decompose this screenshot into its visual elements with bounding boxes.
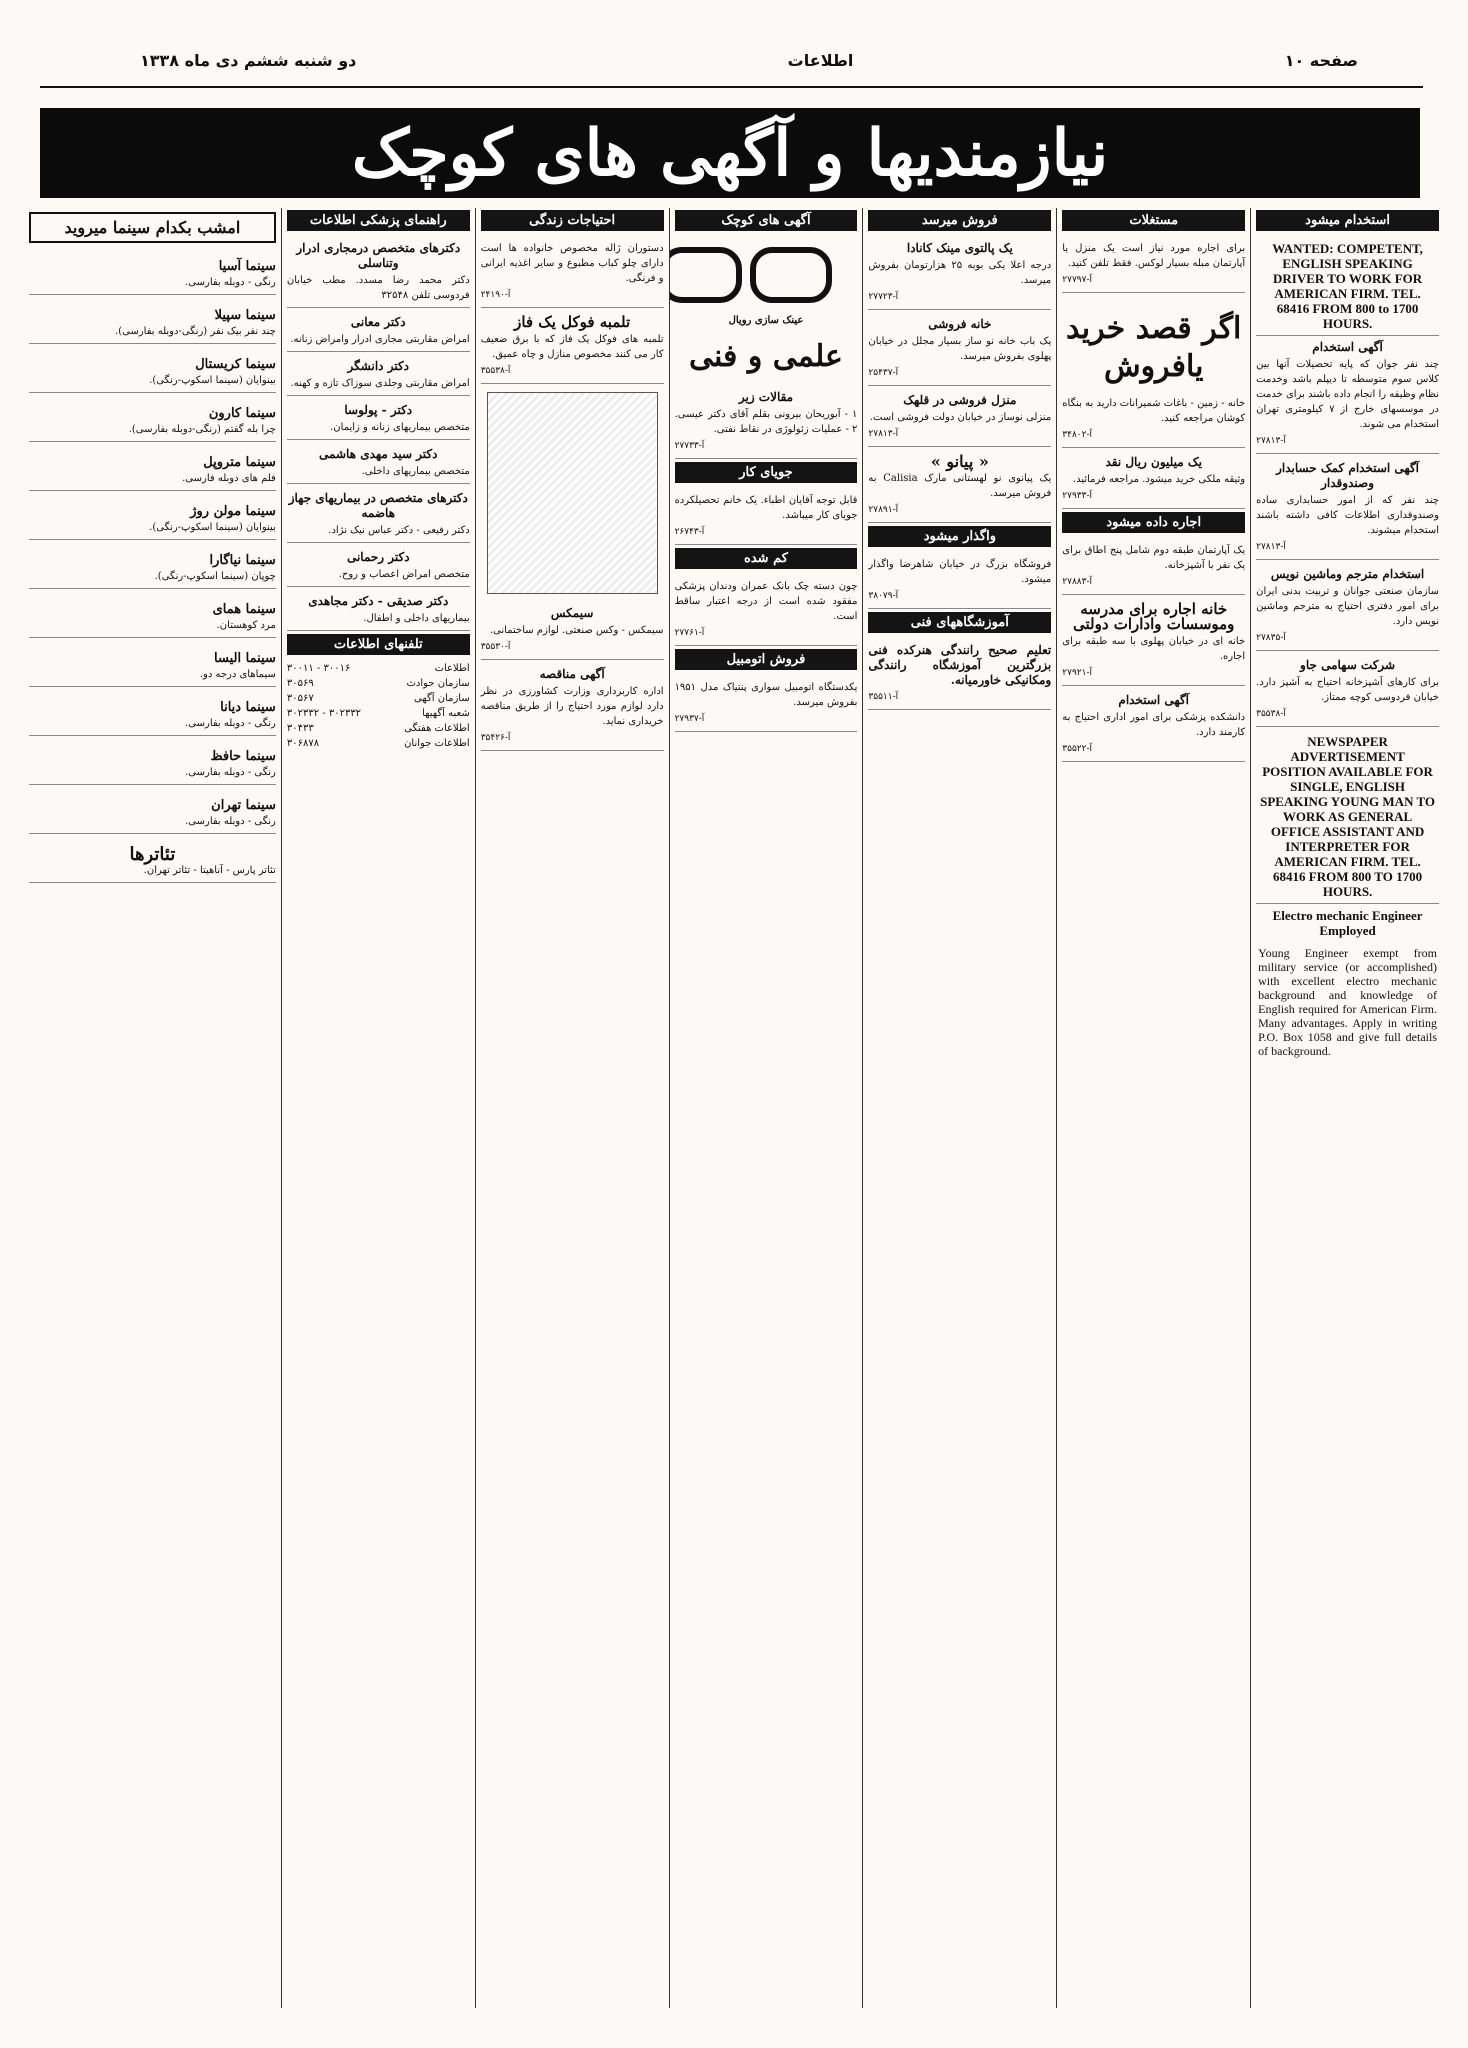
ad-title: آگهی مناقصه	[539, 667, 605, 681]
ad-title: آگهی استخدام	[1312, 340, 1383, 354]
cinema-listing	[29, 543, 276, 589]
phone-label: اطلاعات	[434, 663, 470, 674]
ad-headline: اگر قصد خرید یافروش	[1066, 311, 1242, 384]
ad-code: آ-۳۵۵۲۲	[1062, 744, 1092, 754]
cinema-program: مرد کوهستان.	[216, 620, 276, 631]
lens-shape	[750, 247, 832, 303]
doctor-listing	[287, 590, 470, 631]
cinema-program: چوپان (سینما اسکوپ-رنگی).	[154, 571, 276, 582]
classified-ad	[1062, 451, 1245, 509]
classified-ad	[1062, 689, 1245, 762]
column-employment	[1250, 208, 1444, 2008]
column-real-estate	[1056, 208, 1250, 2008]
ad-text: منزلی نوساز در خیابان دولت فروشی است.	[869, 412, 1052, 423]
classified-ad	[675, 386, 858, 459]
column-medical-guide	[281, 208, 475, 2008]
classified-ad	[1256, 563, 1439, 651]
ad-title: دکتر سید مهدی هاشمی	[319, 447, 438, 461]
doctor-listing	[287, 399, 470, 440]
cinema-listing	[29, 788, 276, 834]
advertisement-illustration	[487, 392, 658, 594]
ad-text: متخصص امراض اعصاب و روح.	[338, 569, 470, 580]
phones-heading: تلفنهای اطلاعات	[287, 634, 470, 655]
ad-text: متخصص بیماریهای زنانه و زایمان.	[330, 422, 470, 433]
ad-code: آ-۲۵۴۳۷	[868, 368, 899, 378]
cinema-listing	[29, 837, 276, 883]
doctor-listing	[287, 311, 470, 352]
classified-ad	[481, 602, 664, 660]
classified-ad	[1062, 539, 1245, 595]
cinema-name: سینما متروپل	[203, 455, 276, 470]
phone-number: ۳۰۲۳۳۲ - ۳۰۲۳۳۲	[286, 708, 362, 719]
classified-ad	[1062, 296, 1245, 448]
ad-text: وثیقه ملکی خرید میشود. مراجعه فرمائید.	[1072, 474, 1246, 485]
classified-ad	[868, 553, 1051, 609]
ad-code: آ-۳۸۰۷۹	[868, 591, 899, 601]
ad-code: آ-۲۷۷۶۱	[674, 628, 705, 638]
columns	[24, 208, 1444, 2008]
ad-text: دکتر رفیعی - دکتر عباس نیک نژاد.	[328, 525, 470, 536]
phone-label: اطلاعات هفتگی	[404, 723, 470, 734]
phone-number: ۳۰۶۸۷۸	[286, 738, 320, 749]
phone-number: ۳۰۴۳۳	[286, 723, 314, 734]
cinema-listing	[29, 249, 276, 295]
doctor-listing	[287, 546, 470, 587]
ad-text: سیمکس - وکس صنعتی. لوازم ساختمانی.	[489, 625, 664, 636]
classified-ad	[481, 663, 664, 751]
paper-name: اطلاعات	[787, 50, 854, 70]
optician-caption: عینک سازی رویال	[728, 315, 804, 326]
ad-title: دکتر - پولوسا	[344, 403, 413, 417]
ad-title: دکترهای متخصص درمجاری ادرار وتناسلی	[296, 241, 461, 270]
ad-code: آ-۲۷۸۸۳	[1062, 577, 1092, 587]
ad-text: خانه ای در خیابان پهلوی با سه طبقه برای اجاره.	[1062, 636, 1246, 662]
classified-ad	[868, 313, 1051, 386]
ad-code: آ-۳۵۵۱۱	[868, 692, 899, 702]
section-banner: نیازمندیها و آگهی های کوچک	[40, 108, 1420, 198]
classified-ad	[1256, 457, 1439, 560]
cinema-listing	[29, 494, 276, 540]
ad-code: آ-۳۴۸۰۲	[1062, 430, 1092, 440]
english-ad: Young Engineer exempt from military service (or accomplished) with excellent electro mechanic background and knowledge of English required for American Firm. Many advantages. Apply in writing P.O. Box 1058 and give full details of background.	[1258, 946, 1437, 1058]
cinema-program: تئاتر پارس - آناهیتا - تئاتر تهران.	[143, 865, 276, 876]
column-cinemas	[24, 208, 281, 2008]
ad-code: آ-۲۷۹۳۳	[1062, 491, 1092, 501]
cinema-name: سینما مولن روژ	[190, 504, 276, 519]
ad-code: آ-۲۷۹۲۱	[1062, 668, 1092, 678]
classified-ad	[1062, 237, 1245, 293]
column-heading: فروش میرسد	[868, 210, 1051, 231]
ad-code: آ-۲۷۷۲۳	[868, 292, 899, 302]
ad-text: فروشگاه بزرگ در خیابان شاهرضا واگذار میشود.	[868, 559, 1052, 585]
ad-text: تعلیم صحیح رانندگی هنرکده فنی بزرگترین آموزشگاه رانندگی ومکانیکی خاورمیانه.	[868, 643, 1052, 687]
cinema-listing	[29, 445, 276, 491]
phone-row	[287, 661, 470, 676]
ad-text: خانه - زمین - باغات شمیرانات دارید به بنگاه کوشان مراجعه کنید.	[1062, 398, 1246, 424]
phone-label: اطلاعات جوانان	[404, 738, 470, 749]
ad-code: آ-۲۷۸۹۱	[868, 505, 899, 515]
ad-code: آ-۲۷۷۹۷	[1062, 275, 1092, 285]
ad-code: آ-۲۷۸۳۵	[1256, 633, 1286, 643]
classified-ad	[1256, 654, 1439, 727]
phone-row	[287, 691, 470, 706]
cinema-listing	[29, 641, 276, 687]
phone-number: ۳۰۵۶۷	[286, 693, 314, 704]
cinema-program: بینوایان (سینما اسکوپ-رنگی).	[149, 375, 276, 386]
ad-code: آ-۳۵۴۲۶	[480, 733, 511, 743]
eyeglasses-illustration	[685, 237, 848, 307]
column-heading: مستغلات	[1062, 210, 1245, 231]
ad-title: خانه فروشی	[928, 317, 992, 331]
ad-text: برای اجاره مورد نیاز است یک منزل یا آپارتمان مبله بسیار لوکس. فقط تلفن کنید.	[1062, 243, 1246, 269]
ad-headline: علمی و فنی	[689, 339, 843, 374]
classified-ad	[868, 237, 1051, 310]
doctor-listing	[287, 237, 470, 308]
doctor-listing	[287, 355, 470, 396]
phone-row	[287, 676, 470, 691]
issue-date: دو شنبه ششم دی ماه ۱۳۳۸	[140, 50, 357, 70]
classified-ad	[675, 575, 858, 646]
cinema-listing	[29, 739, 276, 785]
cinema-program: رنگی - دوبله بفارسی.	[185, 718, 276, 729]
classified-ad	[868, 389, 1051, 447]
cinema-program: رنگی - دوبله بفارسی.	[185, 277, 276, 288]
ad-code: آ-۲۷۸۱۳	[1256, 436, 1286, 446]
phone-number: ۳۰۵۶۹	[286, 678, 314, 689]
ad-text: تلمبه های فوکل یک فاز که با برق ضعیف کار می کنند مخصوص منازل و چاه عمیق.	[480, 334, 664, 360]
ad-code: آ-۳۵۵۳۸	[480, 366, 511, 376]
ad-text: یک آپارتمان طبقه دوم شامل پنج اطاق برای یک نفر با آشپزخانه.	[1062, 545, 1246, 571]
ad-code: آ-۳۵۵۳۸	[1256, 709, 1286, 719]
cinema-name: سینما کارون	[208, 406, 276, 421]
cinema-name: سینما نیاگارا	[209, 553, 276, 568]
column-heading: امشب بکدام سینما میروید	[29, 212, 276, 243]
ad-text: امراض مقاربتی مجاری ادرار وامراض زنانه.	[290, 334, 470, 345]
cinema-listing	[29, 347, 276, 393]
classified-ad	[868, 639, 1051, 710]
ad-title: دکتر صدیقی - دکتر مجاهدی	[308, 594, 449, 608]
ad-text: متخصص بیماریهای داخلی.	[361, 466, 470, 477]
ad-code: آ-۲۷۸۱۳	[1256, 542, 1286, 552]
section-heading: فروش اتومبیل	[675, 649, 858, 670]
ad-title: یک میلیون ریال نقد	[1105, 455, 1202, 469]
cinema-name: سینما حافظ	[210, 749, 276, 764]
doctor-listing	[287, 443, 470, 484]
ad-text: چون دسته چک بانک عمران ودندان پزشکی مفقود شده است از درجه اعتبار ساقط است.	[674, 581, 858, 622]
ad-text: درجه اعلا یکی بوبه ۲۵ هزارتومان بفروش میرسد.	[868, 260, 1052, 286]
cinema-program: رنگی - دوبله بفارسی.	[185, 816, 276, 827]
ad-text: بیماریهای داخلی و اطفال.	[363, 613, 470, 624]
phone-row	[287, 721, 470, 736]
ad-text: امراض مقاربتی وجلدی سوزاک تازه و کهنه.	[290, 378, 470, 389]
cinema-program: رنگی - دوبله بفارسی.	[185, 767, 276, 778]
ad-code: آ-۲۷۷۳۳	[674, 441, 705, 451]
column-small-ads	[669, 208, 863, 2008]
ad-text: یکدستگاه اتومبیل سواری پنتیاک مدل ۱۹۵۱ بفروش میرسد.	[674, 682, 858, 708]
ad-code: آ-۲۶۷۴۳	[674, 527, 705, 537]
phone-number: ۳۰۰۱۶ - ۳۰۰۱۱	[286, 663, 351, 674]
english-ad: NEWSPAPER ADVERTISEMENT POSITION AVAILABLE FOR SINGLE, ENGLISH SPEAKING YOUNG MAN TO WORK AS GENERAL OFFICE ASSISTANT AND INTERPRETER FOR AMERICAN FIRM. TEL. 68416 FROM 800 TO 1700 HOURS.	[1256, 730, 1439, 904]
ad-title: سیمکس	[550, 606, 594, 620]
column-heading: احتیاجات زندگی	[481, 210, 664, 231]
ad-title: « پیانو »	[930, 452, 989, 471]
ad-text: دستوران ژاله مخصوص خانواده ها است دارای چلو کباب مطبوع و سایر اغذیه ایرانی و فرنگی.	[480, 243, 664, 284]
top-rule	[40, 86, 1423, 88]
section-heading: اجاره داده میشود	[1062, 512, 1245, 533]
ad-title: دکترهای متخصص در بیماریهای جهاز هاضمه	[288, 491, 468, 520]
phone-row	[287, 736, 470, 751]
ad-title: آگهی استخدام کمک حسابدار وصندوقدار	[1276, 461, 1419, 490]
ad-text: یک باب خانه نو ساز بسیار مجلل در خیابان پهلوی بفروش میرسد.	[868, 336, 1052, 362]
ad-title: تلمبه فوکل یک فاز	[514, 313, 631, 331]
cinema-name: سینما دیانا	[220, 700, 276, 715]
ad-code: آ-۲۷۹۳۷	[674, 714, 705, 724]
ad-title: دکتر رحمانی	[346, 550, 410, 564]
classified-ad	[481, 311, 664, 384]
cinema-listing	[29, 298, 276, 344]
cinema-program: چرا بله گفتم (رنگی-دوبله بفارسی).	[128, 424, 276, 435]
doctor-listing	[287, 487, 470, 543]
classified-ad	[675, 489, 858, 545]
ad-text: سازمان صنعتی جوانان و تربیت بدنی ایران برای امور دفتری احتیاج به مترجم وماشین نویس دارد.	[1256, 586, 1439, 627]
classified-ad	[481, 237, 664, 308]
phone-label: سازمان حوادث	[406, 678, 470, 689]
column-heading: راهنمای پزشکی اطلاعات	[287, 210, 470, 231]
ad-title: مقالات زیر	[738, 390, 794, 404]
section-heading: آموزشگاههای فنی	[868, 612, 1051, 633]
cinema-program: چند نفر بیک نفر (رنگی-دوبله بفارسی).	[115, 326, 276, 337]
classified-ad	[675, 676, 858, 732]
english-ad: WANTED: COMPETENT, ENGLISH SPEAKING DRIVER TO WORK FOR AMERICAN FIRM. TEL. 68416 FROM 800 to 1700 HOURS.	[1256, 237, 1439, 336]
ad-text: یک پیانوی نو لهستانی مارک Calisia به فروش میرسد.	[868, 473, 1052, 499]
cinema-name: سینما کریستال	[195, 357, 276, 372]
column-heading: استخدام میشود	[1256, 210, 1439, 231]
ad-text: چند نفر جوان که پایه تحصیلات آنها بین کلاس سوم متوسطه تا دیپلم باشد وخدمت نظام وظیفه را انجام داده باشند برای خدمت در موسسهای خارج از ۷ کیلومتری تهران استخدام می شوند.	[1256, 359, 1439, 430]
classified-ad	[868, 450, 1051, 523]
column-heading: آگهی های کوچک	[675, 210, 858, 231]
phone-label: سازمان آگهی	[414, 693, 470, 704]
column-sales	[862, 208, 1056, 2008]
ad-text: دانشکده پزشکی برای امور اداری احتیاج به کارمند دارد.	[1062, 712, 1246, 738]
ad-title: شرکت سهامی جاو	[1300, 658, 1396, 672]
ad-title: دکتر دانشگر	[347, 359, 409, 373]
classified-ad	[1062, 598, 1245, 686]
ad-code: آ-۳۵۵۳۰	[480, 642, 511, 652]
cinema-name: سینما سپیلا	[214, 308, 276, 323]
ad-title: استخدام مترجم وماشین نویس	[1270, 567, 1425, 581]
english-ad-title: Electro mechanic Engineer Employed	[1272, 908, 1423, 938]
cinema-name: تئاترها	[129, 844, 176, 865]
cinema-listing	[29, 690, 276, 736]
ad-text: برای کارهای آشپزخانه احتیاج به آشپز دارد. خیابان فردوسی کوچه ممتاز.	[1256, 677, 1439, 703]
section-heading: واگذار میشود	[868, 526, 1051, 547]
classified-ad	[1256, 336, 1439, 454]
lens-shape	[669, 247, 743, 303]
cinema-listing	[29, 396, 276, 442]
section-heading: کم شده	[675, 548, 858, 569]
column-daily-needs	[475, 208, 669, 2008]
page-number: صفحه ۱۰	[1284, 50, 1358, 70]
cinema-name: سینما آسیا	[218, 259, 276, 274]
ad-text: ۱ - آبوریحان بیرونی بقلم آقای دکتر عیسی. ۲ - عملیات زئولوژی در نقاط نفتی.	[674, 409, 858, 435]
ad-title: آگهی استخدام	[1118, 693, 1189, 707]
cinema-program: فلم های دوبله فارسی.	[182, 473, 276, 484]
ad-title: یک پالتوی مینک کانادا	[906, 241, 1013, 255]
cinema-listing	[29, 592, 276, 638]
ad-text: قابل توجه آقایان اطباء. یک خانم تحصیلکرده جویای کار میباشد.	[674, 495, 858, 521]
ad-text: چند نفر که از امور حسابداری ساده وصندوقداری اطلاعات کافی داشته باشند استخدام میشوند.	[1256, 495, 1439, 536]
masthead-line	[140, 40, 1358, 80]
cinema-program: بینوایان (سینما اسکوپ-رنگی).	[149, 522, 276, 533]
ad-code: آ-۲۴۱۹۰	[480, 290, 511, 300]
ad-title: دکتر معانی	[350, 315, 406, 329]
section-heading: جویای کار	[675, 462, 858, 483]
phone-row	[287, 706, 470, 721]
cinema-name: سینما الیسا	[214, 651, 276, 666]
cinema-name: سینما تهران	[211, 798, 276, 813]
cinema-name: سینما همای	[212, 602, 276, 617]
ad-title: خانه اجاره برای مدرسه وموسسات وادارات دولتی	[1072, 600, 1235, 633]
ad-title: منزل فروشی در قلهک	[903, 393, 1017, 407]
phone-label: شعبه آگهیها	[422, 708, 470, 719]
ad-code: آ-۲۷۸۱۳	[868, 429, 899, 439]
ad-text: اداره کاربرداری وزارت کشاورزی در نظر دارد لوازم مورد احتیاج را از طریق مناقصه خریداری نماید.	[480, 686, 664, 727]
cinema-program: سیماهای درجه دو.	[199, 669, 276, 680]
ad-text: دکتر محمد رضا مسدد. مطب خیابان فردوسی تلفن ۳۲۵۴۸	[286, 275, 470, 301]
